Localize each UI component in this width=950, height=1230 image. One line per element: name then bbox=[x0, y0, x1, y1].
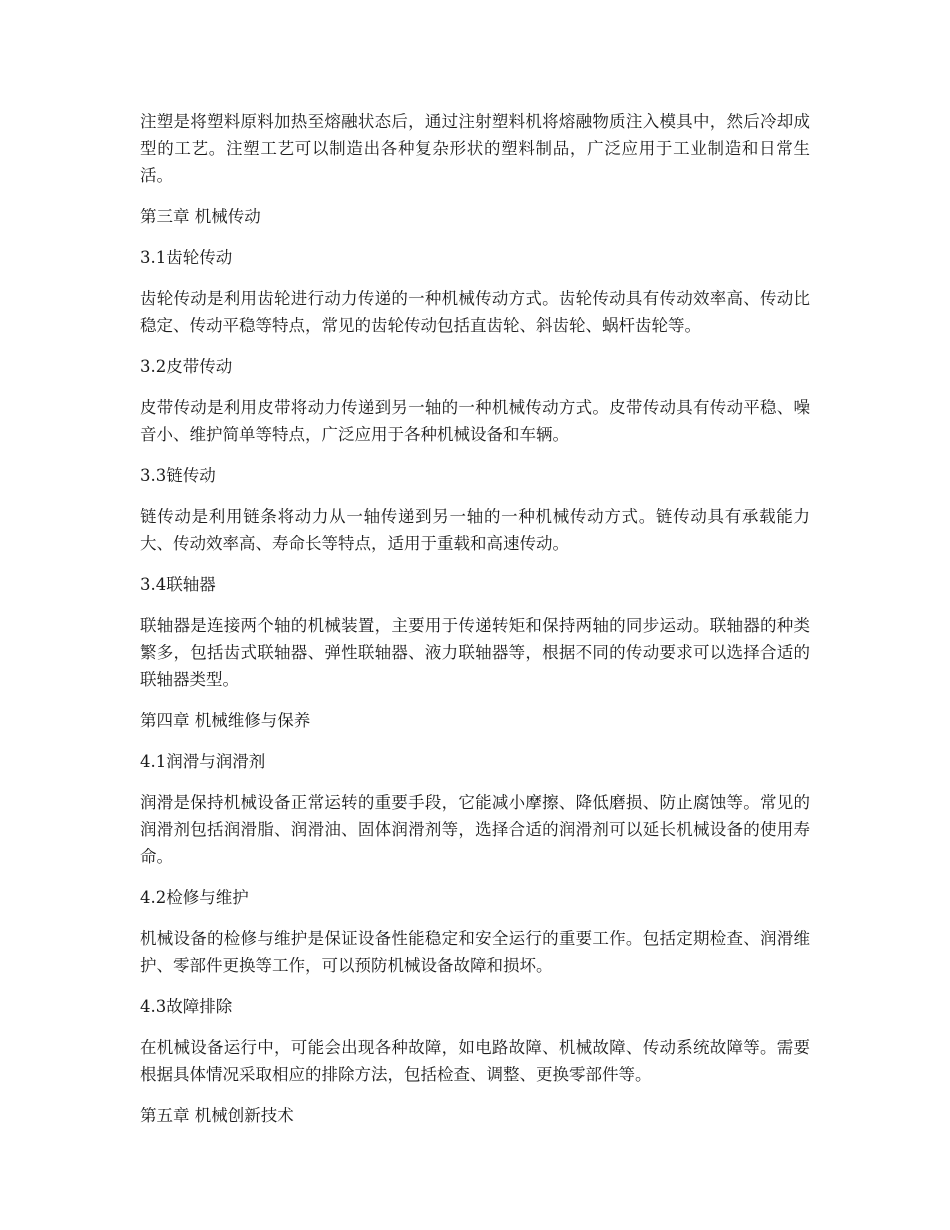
paragraph-injection-molding: 注塑是将塑料原料加热至熔融状态后，通过注射塑料机将熔融物质注入模具中，然后冷却成型的工艺。注塑工艺可以制造出各种复杂形状的塑料制品，广泛应用于工业制造和日常生活。 bbox=[140, 112, 810, 185]
chapter-heading-3: 第三章 机械传动 bbox=[140, 207, 261, 226]
paragraph-lubrication: 润滑是保持机械设备正常运转的重要手段，它能减小摩擦、降低磨损、防止腐蚀等。常见的润滑剂包括润滑脂、润滑油、固体润滑剂等，选择合适的润滑剂可以延长机械设备的使用寿命。 bbox=[140, 793, 810, 866]
paragraph-belt-drive: 皮带传动是利用皮带将动力传递到另一轴的一种机械传动方式。皮带传动具有传动平稳、噪音小、维护简单等特点，广泛应用于各种机械设备和车辆。 bbox=[140, 398, 810, 444]
document-page bbox=[140, 108, 810, 1143]
paragraph-gear-drive: 齿轮传动是利用齿轮进行动力传递的一种机械传动方式。齿轮传动具有传动效率高、传动比稳定、传动平稳等特点，常见的齿轮传动包括直齿轮、斜齿轮、蜗杆齿轮等。 bbox=[140, 289, 810, 335]
section-heading-3-3: 3.3链传动 bbox=[140, 466, 216, 485]
section-heading-4-1: 4.1润滑与润滑剂 bbox=[140, 752, 266, 771]
section-heading-4-2: 4.2检修与维护 bbox=[140, 888, 249, 907]
section-heading-3-2: 3.2皮带传动 bbox=[140, 357, 233, 376]
chapter-heading-4: 第四章 机械维修与保养 bbox=[140, 711, 311, 730]
paragraph-chain-drive: 链传动是利用链条将动力从一轴传递到另一轴的一种机械传动方式。链传动具有承载能力大、传动效率高、寿命长等特点，适用于重载和高速传动。 bbox=[140, 507, 810, 553]
section-heading-4-3: 4.3故障排除 bbox=[140, 997, 233, 1016]
section-heading-3-1: 3.1齿轮传动 bbox=[140, 248, 233, 267]
section-heading-3-4: 3.4联轴器 bbox=[140, 575, 216, 594]
paragraph-troubleshooting: 在机械设备运行中，可能会出现各种故障，如电路故障、机械故障、传动系统故障等。需要根据具体情况采取相应的排除方法，包括检查、调整、更换零部件等。 bbox=[140, 1038, 810, 1084]
paragraph-coupling: 联轴器是连接两个轴的机械装置，主要用于传递转矩和保持两轴的同步运动。联轴器的种类繁多，包括齿式联轴器、弹性联轴器、液力联轴器等，根据不同的传动要求可以选择合适的联轴器类型。 bbox=[140, 616, 810, 689]
chapter-heading-5: 第五章 机械创新技术 bbox=[140, 1106, 294, 1125]
paragraph-maintenance: 机械设备的检修与维护是保证设备性能稳定和安全运行的重要工作。包括定期检查、润滑维护、零部件更换等工作，可以预防机械设备故障和损坏。 bbox=[140, 929, 810, 975]
